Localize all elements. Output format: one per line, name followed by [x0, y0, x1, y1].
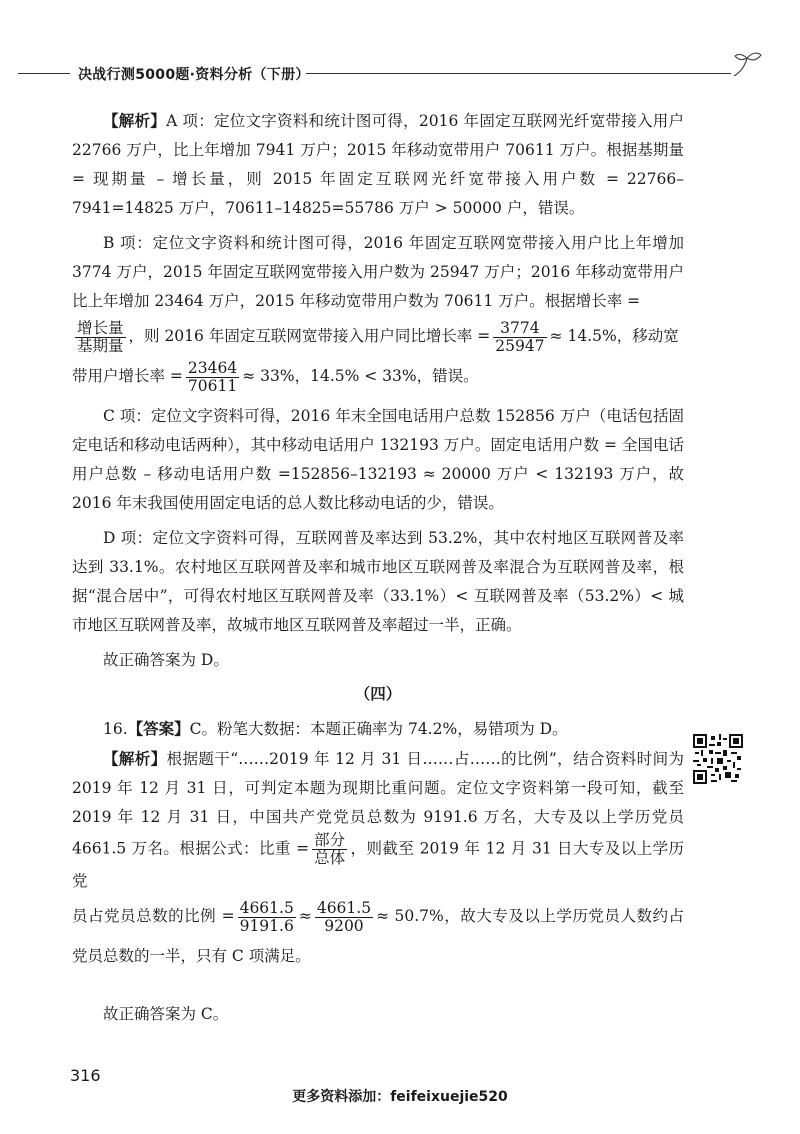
paragraph-b	[72, 229, 684, 316]
section-heading: （四）	[354, 684, 402, 703]
paragraph-b-formula-line-2: 带用户增长率 = $\frac{23464}{70611}$ ≈ 33%，14.5% < 33%，错误。	[72, 358, 479, 395]
qr-code-icon[interactable]	[693, 734, 743, 784]
question-16-analysis: 【解析】根据题干“……2019 年 12 月 31 日……占……的比例”，结合资料时间为 2019 年 12 月 31 日，可判定本题为现期比重问题。定位文字资料第一段可知，截至 2019 年 12 月 31 日，中国共产党党员总数为 9191.6 万名，大专及以上学历党员 4661.5 万名。根据公式：比重 = $\frac{\text{部分}}{\text{总体}}$ ，则截至 2019 年 12 月 31 日大专及以上学历党	[72, 749, 684, 890]
fraction-23464-70611: $\frac{23464}{70611}$	[187, 358, 238, 395]
fraction-4661-9191: $\frac{4661.5}{9191.6}$	[239, 898, 294, 935]
fraction-4661-9200: $\frac{4661.5}{9200}$	[316, 898, 372, 935]
fraction-part-over-total: $\frac{\text{部分}}{\text{总体}}$	[314, 831, 346, 867]
header-rule-right	[306, 73, 731, 74]
page-number: 316	[70, 1066, 101, 1085]
paragraph-b-text: B 项：定位文字资料和统计图可得，2016 年固定互联网宽带接入用户比上年增加 3774 万户，2015 年固定互联网宽带接入用户数为 25947 万户；2016 年移动宽带用户比上年增加 23464 万户，2015 年移动宽带用户数为 70611 万户。根据增长率 =	[72, 234, 684, 310]
question-16-formula-line: 员占党员总数的比例 = $\frac{4661.5}{9191.6}$ ≈ $\frac{4661.5}{9200}$ ≈ 50.7%，故大专及以上学历党员人数约占党员总数的一半，只有 C 项满足。	[72, 898, 684, 965]
paragraph-b-formula-line: $\frac{\text{增长量}}{\text{基期量}}$ ，则 2016 年固定互联网宽带接入用户同比增长率 = $\frac{3774}{25947}$ ≈ 14.5%，移动宽	[77, 318, 679, 355]
answer-line-2: 故正确答案为 C。	[103, 1005, 229, 1023]
paragraph-a	[72, 106, 684, 223]
analysis-label: 【解析】	[103, 111, 167, 130]
paragraph-d: D 项：定位文字资料可得，互联网普及率达到 53.2%，其中农村地区互联网普及率达到 33.1%。农村地区互联网普及率和城市地区互联网普及率混合为互联网普及率，根据“混合居中”，可得农村地区互联网普及率（33.1%）< 互联网普及率（53.2%）< 城市地区互联网普及率，故城市地区互联网普及率超过一半，正确。	[72, 529, 684, 634]
answer-label: 【答案】	[127, 719, 190, 738]
question-16-answer: 16.【答案】C。粉笔大数据：本题正确率为 74.2%，易错项为 D。	[103, 719, 568, 738]
fraction-3774-25947: $\frac{3774}{25947}$	[495, 318, 545, 355]
paragraph-a-text: A 项：定位文字资料和统计图可得，2016 年固定互联网光纤宽带接入用户 22766 万户，比上年增加 7941 万户；2015 年移动宽带用户 70611 万户。根据基期量 = 现期量 – 增长量，则 2015 年固定互联网光纤宽带接入用户数 = 22766–7941=14825 万户，70611–14825=55786 万户 > 50000 户，错误。	[72, 112, 684, 217]
analysis-label: 【解析】	[103, 749, 167, 768]
paragraph-c: C 项：定位文字资料可得，2016 年末全国电话用户总数 152856 万户（电话包括固定电话和移动电话两种），其中移动电话用户 132193 万户。固定电话用户数 = 全国电话用户总数 – 移动电话用户数 =152856–132193 ≈ 20000 万户 < 132193 万户，故 2016 年末我国使用固定电话的总人数比移动电话的少，错误。	[72, 407, 684, 512]
footer-note: 更多资料添加：feifeixuejie520	[292, 1089, 508, 1105]
header-title: 决战行测5000题·资料分析（下册）	[78, 67, 310, 83]
header-rule-left	[18, 73, 70, 74]
running-header	[0, 62, 800, 86]
answer-line-1: 故正确答案为 D。	[103, 651, 229, 669]
fraction-growth-over-base: $\frac{\text{增长量}}{\text{基期量}}$	[77, 318, 124, 355]
sprout-icon	[730, 50, 764, 80]
page-body	[72, 106, 684, 1029]
